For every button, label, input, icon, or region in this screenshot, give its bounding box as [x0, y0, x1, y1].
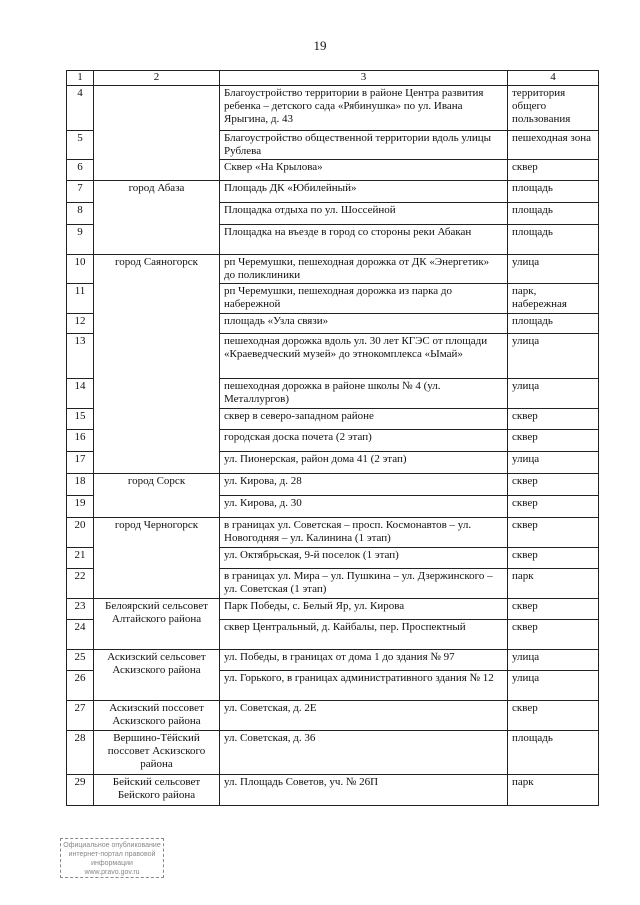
header-row — [67, 71, 599, 86]
territory-description: ул. Кирова, д. 28 — [220, 474, 508, 496]
row-number: 27 — [67, 701, 94, 731]
territory-description: ул. Советская, д. 36 — [220, 731, 508, 775]
row-number: 15 — [67, 409, 94, 430]
territory-type: парк — [508, 569, 599, 599]
row-number: 8 — [67, 203, 94, 225]
territory-description: Благоустройство общественной территории вдоль улицы Рублева — [220, 131, 508, 160]
territory-type: улица — [508, 379, 599, 409]
municipality-askizsky-possovet: Аскизский поссовет Аскизского района — [94, 701, 220, 731]
territory-description: ул. Кирова, д. 30 — [220, 496, 508, 518]
row-number: 4 — [67, 86, 94, 131]
municipality-sayanogorsk: город Саяногорск — [94, 255, 220, 474]
territory-description: ул. Советская, д. 2Е — [220, 701, 508, 731]
territory-description: в границах ул. Мира – ул. Пушкина – ул. Дзержинского – ул. Советская (1 этап) — [220, 569, 508, 599]
territory-description: площадь «Узла связи» — [220, 314, 508, 334]
territory-description: рп Черемушки, пешеходная дорожка из парка до набережной — [220, 284, 508, 314]
table-row — [67, 650, 599, 671]
column-header-1: 1 — [67, 71, 94, 86]
territory-description: Благоустройство территории в районе Центра развития ребенка – детского сада «Рябинушка» по ул. Ивана Ярыгина, д. 43 — [220, 86, 508, 131]
stamp-line: интернет-портал правовой информации — [68, 851, 156, 868]
row-number: 12 — [67, 314, 94, 334]
row-number: 24 — [67, 620, 94, 650]
publication-stamp — [60, 838, 164, 878]
territory-description: ул. Победы, в границах от дома 1 до здания № 97 — [220, 650, 508, 671]
territory-type: площадь — [508, 203, 599, 225]
territory-type: улица — [508, 650, 599, 671]
territory-description: пешеходная дорожка в районе школы № 4 (ул. Металлургов) — [220, 379, 508, 409]
territory-type: сквер — [508, 496, 599, 518]
territory-type: сквер — [508, 474, 599, 496]
territory-description: рп Черемушки, пешеходная дорожка от ДК «Энергетик» до поликлиники — [220, 255, 508, 284]
territory-type: площадь — [508, 731, 599, 775]
municipality-askizsky-selsovet: Аскизский сельсовет Аскизского района — [94, 650, 220, 701]
territory-type: пешеходная зона — [508, 131, 599, 160]
territory-description: Сквер «На Крылова» — [220, 160, 508, 181]
row-number: 29 — [67, 775, 94, 806]
territory-type: улица — [508, 255, 599, 284]
territory-description: ул. Пионерская, район дома 41 (2 этап) — [220, 452, 508, 474]
territories-table — [66, 70, 599, 806]
table-row — [67, 255, 599, 284]
territory-description: ул. Октябрьская, 9-й поселок (1 этап) — [220, 548, 508, 569]
territory-description: Площадка отдыха по ул. Шоссейной — [220, 203, 508, 225]
territory-type: площадь — [508, 314, 599, 334]
territory-description: ул. Площадь Советов, уч. № 26П — [220, 775, 508, 806]
stamp-line: www.pravo.gov.ru — [84, 869, 140, 877]
row-number: 6 — [67, 160, 94, 181]
column-header-3: 3 — [220, 71, 508, 86]
territory-description: в границах ул. Советская – просп. Космонавтов – ул. Новогодняя – ул. Калинина (1 этап) — [220, 518, 508, 548]
territory-description: Площадка на въезде в город со стороны реки Абакан — [220, 225, 508, 255]
row-number: 23 — [67, 599, 94, 620]
table-row — [67, 599, 599, 620]
row-number: 18 — [67, 474, 94, 496]
row-number: 7 — [67, 181, 94, 203]
territory-type: сквер — [508, 160, 599, 181]
territory-type: сквер — [508, 599, 599, 620]
territory-type: сквер — [508, 701, 599, 731]
territory-type: площадь — [508, 181, 599, 203]
row-number: 10 — [67, 255, 94, 284]
territory-description: сквер Центральный, д. Кайбалы, пер. Проспектный — [220, 620, 508, 650]
territory-type: сквер — [508, 430, 599, 452]
territory-type: улица — [508, 334, 599, 379]
row-number: 11 — [67, 284, 94, 314]
stamp-line: Официальное опубликование — [63, 842, 161, 849]
territory-type: территория общего пользования — [508, 86, 599, 131]
territory-type: парк — [508, 775, 599, 806]
municipality-sorsk: город Сорск — [94, 474, 220, 518]
territory-type: улица — [508, 671, 599, 701]
territory-type: сквер — [508, 548, 599, 569]
territory-type: сквер — [508, 518, 599, 548]
territory-description: городская доска почета (2 этап) — [220, 430, 508, 452]
row-number: 26 — [67, 671, 94, 701]
municipality-vershino-teysky: Вершино-Тёйский поссовет Аскизского района — [94, 731, 220, 775]
territory-description: пешеходная дорожка вдоль ул. 30 лет КГЭС от площади «Краеведческий музей» до этнокомплекса «Ымай» — [220, 334, 508, 379]
table-row — [67, 731, 599, 775]
row-number: 5 — [67, 131, 94, 160]
territory-type: парк, набережная — [508, 284, 599, 314]
row-number: 28 — [67, 731, 94, 775]
territory-type: сквер — [508, 620, 599, 650]
municipality-abaza: город Абаза — [94, 181, 220, 255]
territory-description: сквер в северо-западном районе — [220, 409, 508, 430]
table-row — [67, 701, 599, 731]
territory-description: ул. Горького, в границах административного здания № 12 — [220, 671, 508, 701]
row-number: 13 — [67, 334, 94, 379]
municipality-beloyarsky: Белоярский сельсовет Алтайского района — [94, 599, 220, 650]
column-header-4: 4 — [508, 71, 599, 86]
table-row — [67, 775, 599, 806]
row-number: 17 — [67, 452, 94, 474]
territory-description: Площадь ДК «Юбилейный» — [220, 181, 508, 203]
row-number: 14 — [67, 379, 94, 409]
table-row — [67, 518, 599, 548]
municipality-cell-empty — [94, 86, 220, 181]
page-number: 19 — [313, 38, 327, 53]
municipality-beysky: Бейский сельсовет Бейского района — [94, 775, 220, 806]
territory-type: сквер — [508, 409, 599, 430]
table-row — [67, 86, 599, 131]
row-number: 25 — [67, 650, 94, 671]
municipality-chernogorsk: город Черногорск — [94, 518, 220, 599]
territory-description: Парк Победы, с. Белый Яр, ул. Кирова — [220, 599, 508, 620]
table-row — [67, 181, 599, 203]
territory-type: площадь — [508, 225, 599, 255]
row-number: 22 — [67, 569, 94, 599]
row-number: 19 — [67, 496, 94, 518]
row-number: 9 — [67, 225, 94, 255]
row-number: 20 — [67, 518, 94, 548]
row-number: 21 — [67, 548, 94, 569]
table-row — [67, 474, 599, 496]
column-header-2: 2 — [94, 71, 220, 86]
row-number: 16 — [67, 430, 94, 452]
territory-type: улица — [508, 452, 599, 474]
